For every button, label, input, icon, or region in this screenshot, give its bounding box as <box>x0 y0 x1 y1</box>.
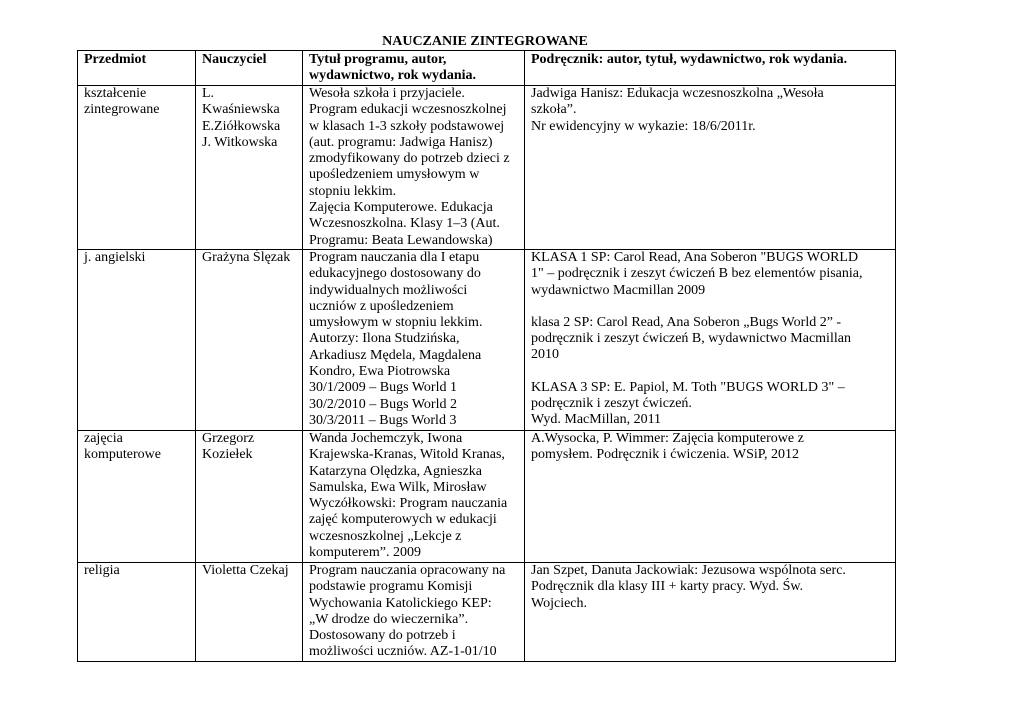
program-line: podstawie programu Komisji <box>309 579 473 595</box>
program-line: indywidualnych możliwości <box>309 282 468 298</box>
program-line: Wychowania Katolickiego KEP: <box>309 595 492 611</box>
teacher-line: Grzegorz <box>202 431 255 446</box>
subject-line: zajęcia <box>84 431 123 446</box>
program-line: w klasach 1-3 szkoły podstawowej <box>309 118 505 134</box>
paragraph-gap <box>531 299 890 315</box>
teacher-cell <box>196 563 303 662</box>
program-line: wczesnoszkolnej „Lekcje z <box>309 528 462 544</box>
program-line: możliwości uczniów. AZ-1-01/10 <box>309 644 497 660</box>
teacher-line: Koziełek <box>202 447 253 463</box>
program-line: Wanda Jochemczyk, Iwona <box>309 431 463 446</box>
teacher-line: Kwaśniewska <box>202 102 280 118</box>
table-header-row <box>78 51 896 86</box>
subject-line: komputerowe <box>84 447 161 463</box>
program-line: Wesoła szkoła i przyjaciele. <box>309 86 465 101</box>
subject-cell <box>78 563 196 662</box>
program-line: Samulska, Ewa Wilk, Mirosław <box>309 479 487 495</box>
header-teacher: Nauczyciel <box>196 51 303 86</box>
header-program: Tytuł programu, autor, wydawnictwo, rok wydania. <box>303 51 525 86</box>
teacher-cell <box>196 431 303 563</box>
program-line: Wczesnoszkolna. Klasy 1–3 (Aut. <box>309 216 500 232</box>
textbook-line: KLASA 3 SP: E. Papiol, M. Toth "BUGS WORLD 3" – <box>531 379 845 395</box>
program-line: Program edukacji wczesnoszkolnej <box>309 102 507 118</box>
paragraph-gap <box>531 364 890 380</box>
program-line: Zajęcia Komputerowe. Edukacja <box>309 200 493 216</box>
textbook-cell <box>525 86 896 250</box>
program-line: Wyczółkowski: Program nauczania <box>309 496 508 512</box>
subject-line: zintegrowane <box>84 102 160 118</box>
program-line: stopniu lekkim. <box>309 183 397 199</box>
program-line: Kondro, Ewa Piotrowska <box>309 364 451 380</box>
subject-line: religia <box>84 563 120 578</box>
header-subject: Przedmiot <box>78 51 196 86</box>
teacher-line: E.Ziółkowska <box>202 118 281 134</box>
program-line: komputerem”. 2009 <box>309 545 421 561</box>
textbook-line: pomysłem. Podręcznik i ćwiczenia. WSiP, 2012 <box>531 447 800 463</box>
textbook-line: Podręcznik dla klasy III + karty pracy. Wyd. Św. <box>531 579 804 595</box>
subject-line: j. angielski <box>84 250 146 265</box>
program-line: Katarzyna Olędzka, Agnieszka <box>309 463 482 479</box>
table-row <box>78 86 896 250</box>
textbook-cell <box>525 563 896 662</box>
program-line: zmodyfikowany do potrzeb dzieci z <box>309 151 510 167</box>
program-line: Autorzy: Ilona Studzińska, <box>309 331 460 347</box>
table-row <box>78 431 896 563</box>
subject-line: kształcenie <box>84 86 147 101</box>
program-line: „W drodze do wieczernika”. <box>309 611 469 627</box>
subject-cell <box>78 431 196 563</box>
header-textbook: Podręcznik: autor, tytuł, wydawnictwo, rok wydania. <box>525 51 896 86</box>
program-cell <box>303 431 525 563</box>
program-line: umysłowym w stopniu lekkim. <box>309 315 483 331</box>
curriculum-table <box>77 50 896 662</box>
program-line: 30/3/2011 – Bugs World 3 <box>309 412 457 428</box>
textbook-line: Nr ewidencyjny w wykazie: 18/6/2011r. <box>531 118 756 134</box>
teacher-line: J. Witkowska <box>202 134 278 150</box>
subject-cell <box>78 86 196 250</box>
teacher-line: Violetta Czekaj <box>202 563 289 578</box>
textbook-line: klasa 2 SP: Carol Read, Ana Soberon „Bugs World 2” - <box>531 314 842 330</box>
program-line: zajęć komputerowych w edukacji <box>309 512 497 528</box>
textbook-line: szkoła”. <box>531 102 577 118</box>
program-cell <box>303 86 525 250</box>
teacher-line: Grażyna Ślęzak <box>202 250 291 265</box>
textbook-cell <box>525 250 896 431</box>
program-line: upośledzeniem umysłowym w <box>309 167 480 183</box>
textbook-line: 2010 <box>531 347 559 363</box>
program-line: Programu: Beata Lewandowska) <box>309 232 493 248</box>
textbook-line: Wyd. MacMillan, 2011 <box>531 412 662 428</box>
document-title: NAUCZANIE ZINTEGROWANE <box>382 34 588 49</box>
program-line: Program nauczania opracowany na <box>309 563 506 578</box>
program-line: (aut. programu: Jadwiga Hanisz) <box>309 134 493 150</box>
textbook-line: podręcznik i zeszyt ćwiczeń B, wydawnictwo Macmillan <box>531 331 851 347</box>
textbook-line: podręcznik i zeszyt ćwiczeń. <box>531 396 692 412</box>
program-line: uczniów z upośledzeniem <box>309 298 454 314</box>
subject-cell <box>78 250 196 431</box>
teacher-line: L. <box>202 86 215 101</box>
textbook-line: KLASA 1 SP: Carol Read, Ana Soberon "BUGS WORLD <box>531 250 859 265</box>
textbook-line: wydawnictwo Macmillan 2009 <box>531 282 706 298</box>
table-row <box>78 250 896 431</box>
program-line: 30/1/2009 – Bugs World 1 <box>309 380 457 396</box>
textbook-line: 1" – podręcznik i zeszyt ćwiczeń B bez elementów pisania, <box>531 266 863 282</box>
program-line: edukacyjnego dostosowany do <box>309 266 481 282</box>
textbook-line: Wojciech. <box>531 595 588 611</box>
program-line: Dostosowany do potrzeb i <box>309 628 456 644</box>
textbook-cell <box>525 431 896 563</box>
textbook-line: A.Wysocka, P. Wimmer: Zajęcia komputerowe z <box>531 431 804 446</box>
textbook-line: Jadwiga Hanisz: Edukacja wczesnoszkolna „Wesoła <box>531 86 824 101</box>
table-row <box>78 563 896 662</box>
program-line: Krajewska-Kranas, Witold Kranas, <box>309 447 505 463</box>
textbook-line: Jan Szpet, Danuta Jackowiak: Jezusowa wspólnota serc. <box>531 563 846 578</box>
teacher-cell <box>196 86 303 250</box>
teacher-cell <box>196 250 303 431</box>
program-line: Arkadiusz Mędela, Magdalena <box>309 347 482 363</box>
program-cell <box>303 563 525 662</box>
program-line: 30/2/2010 – Bugs World 2 <box>309 396 457 412</box>
program-cell <box>303 250 525 431</box>
program-line: Program nauczania dla I etapu <box>309 250 480 265</box>
